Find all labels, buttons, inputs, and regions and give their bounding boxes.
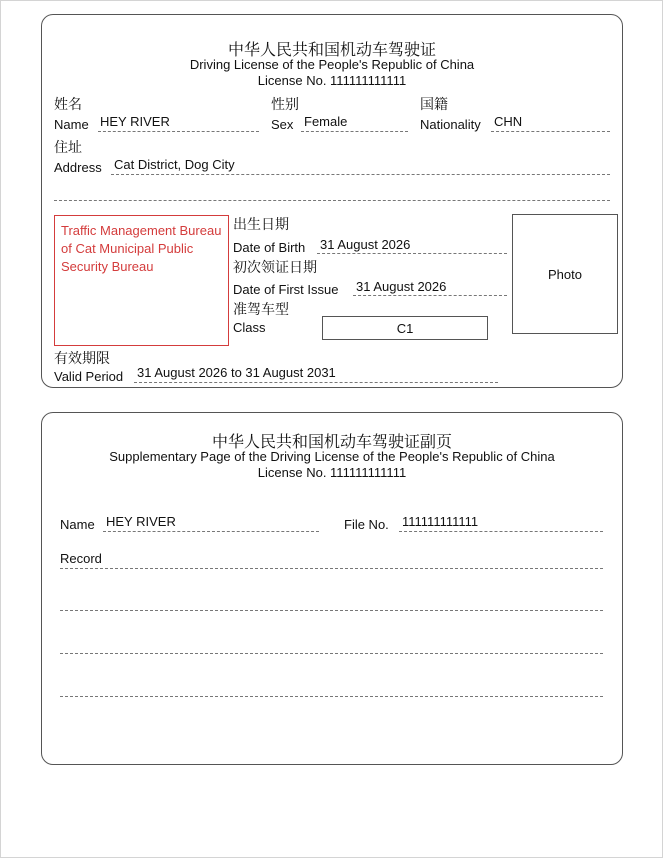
supplement-name-value: HEY RIVER — [106, 514, 176, 529]
address-label: Address — [54, 160, 102, 175]
supplement-name-underline — [103, 531, 319, 532]
file-number-value: 111111111111 — [402, 514, 479, 529]
valid-value: 31 August 2026 to 31 August 2031 — [137, 365, 336, 380]
dob-label: Date of Birth — [233, 240, 306, 255]
supplement-name-label: Name — [60, 517, 95, 532]
supplementary-card — [41, 412, 623, 765]
name-label: Name — [54, 117, 89, 132]
name-value: HEY RIVER — [100, 114, 170, 129]
sex-value: Female — [304, 114, 348, 129]
license-card — [41, 14, 623, 388]
sex-underline — [301, 131, 408, 132]
record-line-3 — [60, 653, 603, 654]
name-underline — [98, 131, 259, 132]
file-number-label: File No. — [344, 517, 389, 532]
first-issue-label: Date of First Issue — [233, 282, 339, 297]
class-label-cn: 准驾车型 — [233, 301, 289, 317]
class-value-box — [322, 316, 488, 340]
valid-underline — [134, 382, 498, 383]
record-label: Record — [60, 551, 102, 566]
nationality-label: Nationality — [420, 117, 481, 132]
nationality-value: CHN — [494, 114, 523, 129]
valid-label-cn: 有效期限 — [54, 350, 110, 366]
photo-label: Photo — [548, 266, 582, 282]
nationality-underline — [491, 131, 610, 132]
dob-underline — [317, 253, 507, 254]
license-title-en: Driving License of the People's Republic of China — [189, 57, 475, 72]
nationality-label-cn: 国籍 — [420, 96, 448, 112]
address-label-cn: 住址 — [54, 139, 82, 155]
record-line-2 — [60, 610, 603, 611]
file-number-underline — [399, 531, 603, 532]
address-value: Cat District, Dog City — [114, 157, 235, 172]
sex-label: Sex — [271, 117, 294, 132]
sex-label-cn: 性别 — [271, 96, 299, 112]
photo-box — [512, 214, 618, 334]
license-number: License No. 111111111111 — [257, 73, 407, 88]
address-underline-2 — [54, 200, 610, 201]
name-label-cn: 姓名 — [54, 96, 82, 112]
class-value: C1 — [396, 320, 414, 336]
record-line-1 — [60, 568, 603, 569]
supplement-title-en: Supplementary Page of the Driving License of the People's Republic of China — [109, 449, 555, 464]
first-issue-underline — [353, 295, 507, 296]
supplement-license-number: License No. 111111111111 — [257, 465, 407, 480]
dob-label-cn: 出生日期 — [233, 216, 289, 232]
class-label: Class — [233, 320, 266, 335]
license-title-cn: 中华人民共和国机动车驾驶证 — [227, 42, 436, 59]
first-issue-label-cn: 初次领证日期 — [233, 259, 317, 275]
first-issue-value: 31 August 2026 — [356, 279, 447, 294]
record-line-4 — [60, 696, 603, 697]
address-underline — [111, 174, 610, 175]
supplement-title-cn: 中华人民共和国机动车驾驶证副页 — [211, 434, 452, 451]
issuing-authority: Traffic Management Bureau of Cat Municipal Public Security Bureau — [54, 215, 229, 346]
dob-value: 31 August 2026 — [320, 237, 411, 252]
valid-label: Valid Period — [54, 369, 124, 384]
